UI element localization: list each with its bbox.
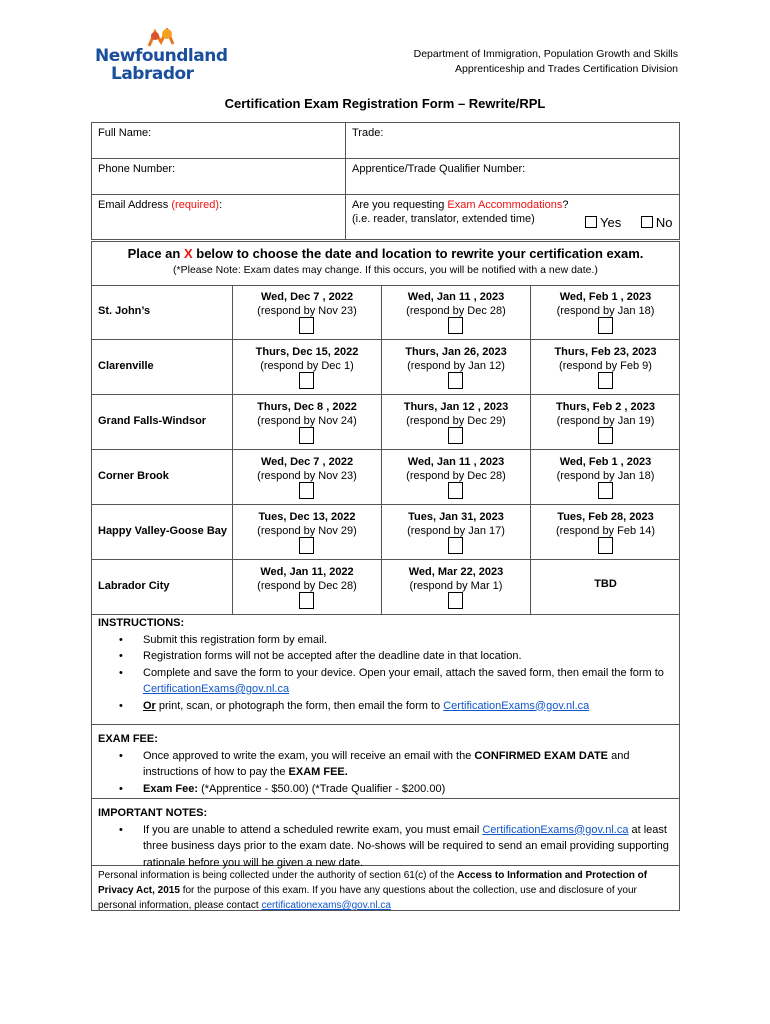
respond-by: (respond by Mar 1) <box>409 580 503 592</box>
location-row-corner-brook <box>92 450 679 505</box>
respond-by: (respond by Dec 1) <box>260 360 354 372</box>
respond-by: (respond by Nov 23) <box>257 470 357 482</box>
instruction-item <box>143 665 673 698</box>
no-label: No <box>655 215 673 230</box>
exam-date: Wed, Dec 7 , 2022 <box>260 291 354 303</box>
nl-logo <box>95 28 228 84</box>
exam-date: Wed, Jan 11 , 2023 <box>407 456 505 468</box>
email-field[interactable] <box>92 195 346 240</box>
exam-date-checkbox[interactable] <box>299 537 314 554</box>
yes-checkbox[interactable] <box>585 216 597 228</box>
schedule-heading-x: X <box>183 246 193 261</box>
email-required: (required) <box>171 199 220 211</box>
trade-label: Trade: <box>352 127 384 139</box>
exam-date-option <box>232 285 381 339</box>
full-name-field[interactable] <box>92 123 346 159</box>
instruction-text: Complete and save the form to your device. Open your email, attach the saved form, then email the form to <box>143 666 664 679</box>
fee-bold-text: CONFIRMED EXAM DATE <box>474 749 609 762</box>
fee-text: Once approved to write the exam, you will receive an email with the <box>143 749 475 762</box>
accommodations-field <box>346 195 680 240</box>
respond-by: (respond by Dec 28) <box>257 580 357 592</box>
exam-date-checkbox[interactable] <box>448 317 463 334</box>
respond-by: (respond by Feb 14) <box>555 525 656 537</box>
exam-date-checkbox[interactable] <box>448 592 463 609</box>
privacy-text: for the purpose of this exam. If you have any questions about the collection, use and disclosure of your personal information, please contact <box>98 885 637 911</box>
privacy-act-name: Access to Information and Protection of Privacy Act, 2015 <box>98 870 648 896</box>
exam-date-checkbox[interactable] <box>299 427 314 444</box>
location-row-labrador-city <box>92 560 679 615</box>
location-name: Clarenville <box>98 360 154 372</box>
exam-date: Thurs, Jan 12 , 2023 <box>403 401 509 413</box>
exam-date-option <box>232 340 381 394</box>
exam-date-option <box>381 395 530 449</box>
instruction-item: • Registration forms will not be accepted after the deadline date in that location. <box>143 648 673 665</box>
exam-date-option <box>232 505 381 559</box>
exam-date-option <box>530 505 680 559</box>
privacy-email-link[interactable]: certificationexams@gov.nl.ca <box>261 900 391 911</box>
fee-text: and instructions of how to pay the <box>143 749 630 778</box>
trade-field[interactable] <box>346 123 680 159</box>
phone-field[interactable] <box>92 159 346 195</box>
location-name: St. John’s <box>98 305 151 317</box>
exam-date-checkbox[interactable] <box>448 427 463 444</box>
exam-date: Thurs, Dec 15, 2022 <box>255 346 359 358</box>
location-name: Happy Valley-Goose Bay <box>98 525 227 537</box>
exam-date-checkbox[interactable] <box>299 482 314 499</box>
schedule-heading-pre: Place an <box>127 246 181 261</box>
certification-email-link[interactable]: CertificationExams@gov.nl.ca <box>143 683 290 695</box>
exam-date-checkbox[interactable] <box>598 537 613 554</box>
exam-date-tbd: TBD <box>594 578 617 590</box>
exam-date-option <box>381 560 530 614</box>
respond-by: (respond by Nov 29) <box>257 525 357 537</box>
applicant-info-table <box>91 122 680 240</box>
exam-date-checkbox[interactable] <box>448 537 463 554</box>
schedule-grid <box>92 285 679 615</box>
privacy-text: Personal information is being collected under the authority of section 61(c) of the <box>98 870 458 881</box>
respond-by: (respond by Dec 29) <box>406 415 506 427</box>
location-row-happy-valley-goose-bay <box>92 505 679 560</box>
exam-date-checkbox[interactable] <box>299 317 314 334</box>
exam-date: Wed, Jan 11, 2022 <box>260 566 354 578</box>
schedule-header <box>92 242 679 286</box>
location-row-clarenville <box>92 340 679 395</box>
location-row-st-johns <box>92 285 679 340</box>
instruction-item <box>143 698 673 715</box>
privacy-notice <box>92 866 679 915</box>
exam-date-option <box>232 450 381 504</box>
schedule-heading <box>92 246 679 261</box>
exam-date-option <box>232 560 381 614</box>
email-colon: : <box>219 199 223 211</box>
full-name-label: Full Name: <box>98 127 152 139</box>
accommodations-label-pre: Are you requesting <box>352 199 445 211</box>
accommodations-label: Exam Accommodations <box>447 199 563 211</box>
fee-amounts: (*Apprentice - $50.00) (*Trade Qualifier - $200.00) <box>198 782 446 795</box>
exam-date-checkbox[interactable] <box>299 372 314 389</box>
instruction-text: print, scan, or photograph the form, then email the form to <box>155 699 444 712</box>
exam-date-checkbox[interactable] <box>598 317 613 334</box>
exam-date-checkbox[interactable] <box>598 427 613 444</box>
location-row-grand-falls-windsor <box>92 395 679 450</box>
qualifier-label: Apprentice/Trade Qualifier Number: <box>352 163 526 175</box>
exam-date-option <box>381 505 530 559</box>
yes-label: Yes <box>600 215 622 230</box>
division-name: Apprenticeship and Trades Certification Division <box>455 63 678 75</box>
respond-by: (respond by Dec 28) <box>406 470 506 482</box>
exam-date: Wed, Jan 11 , 2023 <box>407 291 505 303</box>
note-item <box>143 822 673 872</box>
exam-date: Wed, Mar 22, 2023 <box>408 566 504 578</box>
fee-item <box>143 781 673 798</box>
exam-date: Tues, Jan 31, 2023 <box>408 511 504 523</box>
exam-date-checkbox[interactable] <box>299 592 314 609</box>
exam-date: Tues, Dec 13, 2022 <box>258 511 356 523</box>
exam-date: Tues, Feb 28, 2023 <box>557 511 654 523</box>
instructions-title: INSTRUCTIONS: <box>98 617 185 629</box>
exam-schedule <box>91 241 680 911</box>
exam-date-checkbox[interactable] <box>448 372 463 389</box>
location-name: Labrador City <box>98 580 170 592</box>
fee-bold-text: EXAM FEE. <box>288 766 348 778</box>
qualifier-number-field[interactable] <box>346 159 680 195</box>
respond-by: (respond by Nov 24) <box>257 415 357 427</box>
exam-fee-section <box>92 725 679 799</box>
department-header <box>414 47 678 77</box>
exam-date-option <box>530 395 680 449</box>
exam-date-option <box>381 450 530 504</box>
schedule-heading-post: below to choose the date and location to rewrite your certification exam. <box>196 246 644 261</box>
respond-by: (respond by Jan 18) <box>556 305 655 317</box>
respond-by: (respond by Jan 19) <box>556 415 655 427</box>
exam-date: Thurs, Dec 8 , 2022 <box>257 401 357 413</box>
email-label: Email Address <box>98 199 169 211</box>
note-text: If you are unable to attend a scheduled rewrite exam, you must email <box>143 823 483 836</box>
department-name: Department of Immigration, Population Growth and Skills <box>413 48 678 60</box>
exam-date-option <box>232 395 381 449</box>
accommodations-examples: (i.e. reader, translator, extended time) <box>352 213 535 225</box>
or-label: Or <box>143 699 156 712</box>
exam-date: Thurs, Feb 23, 2023 <box>554 346 657 358</box>
exam-date-checkbox[interactable] <box>598 372 613 389</box>
fee-label: Exam Fee: <box>143 782 199 795</box>
respond-by: (respond by Jan 18) <box>556 470 655 482</box>
exam-date-option <box>381 340 530 394</box>
exam-date: Wed, Feb 1 , 2023 <box>559 456 652 468</box>
logo-text-labrador: Labrador <box>111 64 194 84</box>
exam-date: Thurs, Jan 26, 2023 <box>405 346 507 358</box>
respond-by: (respond by Jan 17) <box>407 525 505 537</box>
exam-date: Wed, Feb 1 , 2023 <box>559 291 652 303</box>
respond-by: (respond by Feb 9) <box>559 360 652 372</box>
logo-text-newfoundland: Newfoundland <box>95 46 228 66</box>
respond-by: (respond by Jan 12) <box>407 360 505 372</box>
important-notes-section <box>92 799 679 869</box>
fee-item <box>143 748 673 781</box>
respond-by: (respond by Dec 28) <box>406 305 506 317</box>
instruction-item: • Submit this registration form by email. <box>143 632 673 649</box>
exam-date-option <box>530 450 680 504</box>
exam-date-option <box>530 560 680 614</box>
important-notes-title: IMPORTANT NOTES: <box>98 807 208 819</box>
accommodations-label-post: ? <box>562 199 569 211</box>
location-name: Corner Brook <box>98 470 169 482</box>
exam-date: Wed, Dec 7 , 2022 <box>260 456 354 468</box>
location-name: Grand Falls-Windsor <box>98 415 207 427</box>
exam-date: Thurs, Feb 2 , 2023 <box>555 401 656 413</box>
page-title: Certification Exam Registration Form – Rewrite/RPL <box>224 96 546 111</box>
exam-fee-title: EXAM FEE: <box>98 733 158 745</box>
exam-date-checkbox[interactable] <box>598 482 613 499</box>
exam-date-option <box>381 285 530 339</box>
exam-date-checkbox[interactable] <box>448 482 463 499</box>
respond-by: (respond by Nov 23) <box>257 305 357 317</box>
certification-email-link[interactable]: CertificationExams@gov.nl.ca <box>482 823 629 836</box>
certification-email-link[interactable]: CertificationExams@gov.nl.ca <box>443 699 590 712</box>
no-checkbox[interactable] <box>641 216 653 228</box>
exam-date-option <box>530 285 680 339</box>
instructions-section <box>92 609 679 725</box>
note-text: at least three business days prior to the exam date. No-shows will be required to send an email providing supporting rationale before you will be given a new date. <box>143 823 669 869</box>
phone-label: Phone Number: <box>98 163 176 175</box>
exam-date-option <box>530 340 680 394</box>
schedule-note: (*Please Note: Exam dates may change. If this occurs, you will be notified with a new date.) <box>173 264 598 276</box>
